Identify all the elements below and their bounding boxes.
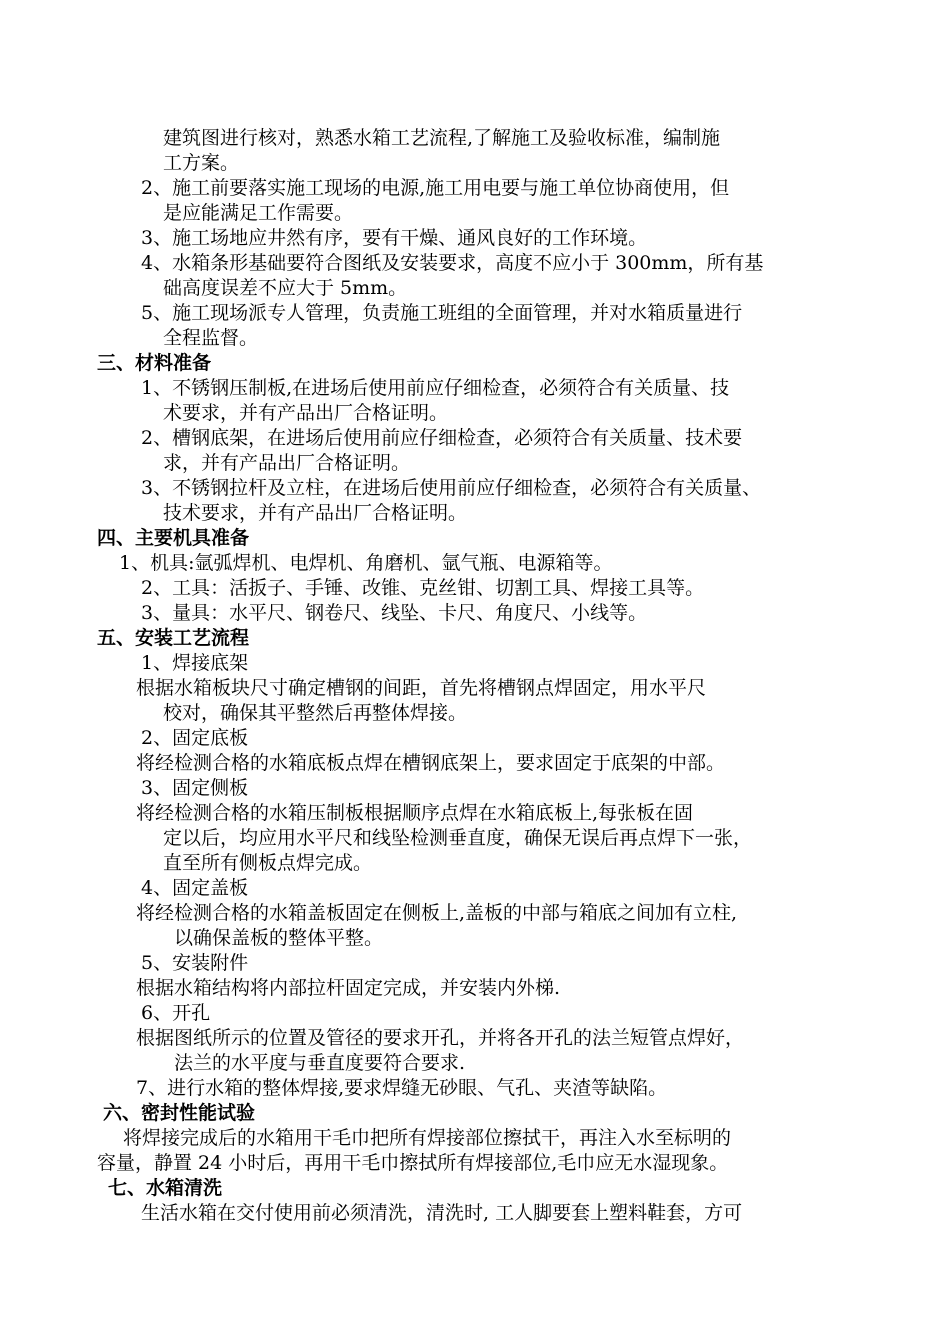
text-line: 2、工具：活扳子、手锤、改锥、克丝钳、切割工具、焊接工具等。 [141,577,705,599]
text-line: 7、进行水箱的整体焊接,要求焊缝无砂眼、气孔、夹渣等缺陷。 [136,1077,668,1099]
text-line: 是应能满足工作需要。 [163,202,354,224]
section-heading: 六、密封性能试验 [103,1102,256,1124]
text-line: 生活水箱在交付使用前必须清洗，清洗时, 工人脚要套上塑料鞋套，方可 [141,1202,743,1224]
text-line: 6、开孔 [141,1002,211,1024]
text-line: 1、机具:氩弧焊机、电焊机、角磨机、氩气瓶、电源箱等。 [119,552,613,574]
text-line: 3、不锈钢拉杆及立柱，在进场后使用前应仔细检查，必须符合有关质量、 [141,477,762,499]
text-line: 5、施工现场派专人管理，负责施工班组的全面管理，并对水箱质量进行 [141,302,743,324]
text-line: 根据水箱结构将内部拉杆固定完成，并安装内外梯. [136,977,561,999]
text-line: 2、施工前要落实施工现场的电源,施工用电要与施工单位协商使用，但 [141,177,730,199]
text-line: 求，并有产品出厂合格证明。 [163,452,411,474]
text-line: 以确保盖板的整体平整。 [174,927,384,949]
text-line: 将经检测合格的水箱压制板根据顺序点焊在水箱底板上,每张板在固 [136,802,694,824]
text-line: 全程监督。 [163,327,259,349]
text-line: 法兰的水平度与垂直度要符合要求. [174,1052,466,1074]
text-line: 2、固定底板 [141,727,249,749]
text-line: 3、量具：水平尺、钢卷尺、线坠、卡尺、角度尺、小线等。 [141,602,648,624]
text-line: 1、不锈钢压制板,在进场后使用前应仔细检查，必须符合有关质量、技 [141,377,730,399]
text-line: 根据图纸所示的位置及管径的要求开孔，并将各开孔的法兰短管点焊好， [136,1027,745,1049]
text-line: 将经检测合格的水箱底板点焊在槽钢底架上，要求固定于底架的中部。 [136,752,726,774]
text-line: 定以后，均应用水平尺和线坠检测垂直度，确保无误后再点焊下一张， [163,827,753,849]
text-line: 1、焊接底架 [141,652,249,674]
section-heading: 七、水箱清洗 [108,1177,223,1199]
text-line: 根据水箱板块尺寸确定槽钢的间距，首先将槽钢点焊固定，用水平尺 [136,677,707,699]
text-line: 2、槽钢底架，在进场后使用前应仔细检查，必须符合有关质量、技术要 [141,427,743,449]
section-heading: 五、安装工艺流程 [97,627,250,649]
section-heading: 四、主要机具准备 [97,527,250,549]
text-line: 4、水箱条形基础要符合图纸及安装要求，高度不应小于 300mm，所有基 [141,252,764,274]
text-line: 础高度误差不应大于 5mm。 [163,277,408,299]
text-line: 将经检测合格的水箱盖板固定在侧板上,盖板的中部与箱底之间加有立柱, [136,902,738,924]
section-heading: 三、材料准备 [97,352,212,374]
text-line: 3、固定侧板 [141,777,249,799]
text-line: 校对，确保其平整然后再整体焊接。 [163,702,468,724]
text-line: 建筑图进行核对，熟悉水箱工艺流程,了解施工及验收标准，编制施 [163,127,721,149]
text-line: 4、固定盖板 [141,877,249,899]
text-line: 技术要求，并有产品出厂合格证明。 [163,502,468,524]
text-line: 直至所有侧板点焊完成。 [163,852,373,874]
text-line: 术要求，并有产品出厂合格证明。 [163,402,449,424]
text-line: 将焊接完成后的水箱用干毛巾把所有焊接部位擦拭干，再注入水至标明的 [123,1127,732,1149]
text-line: 5、安装附件 [141,952,249,974]
text-line: 3、施工场地应井然有序，要有干燥、通风良好的工作环境。 [141,227,648,249]
text-line: 容量，静置 24 小时后，再用干毛巾擦拭所有焊接部位,毛巾应无水湿现象。 [97,1152,729,1174]
text-line: 工方案。 [163,152,240,174]
